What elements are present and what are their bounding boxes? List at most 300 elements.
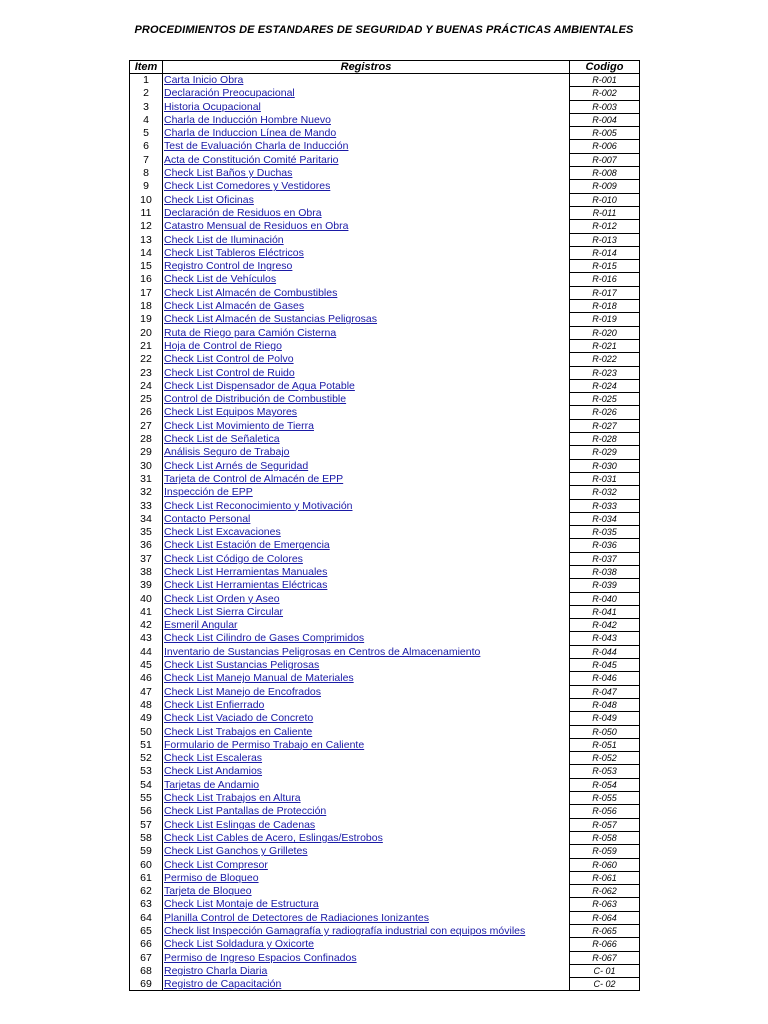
item-number: 15 bbox=[130, 260, 163, 273]
registro-cell bbox=[163, 472, 570, 485]
codigo-cell: R-050 bbox=[570, 725, 640, 738]
codigo-cell: R-063 bbox=[570, 898, 640, 911]
item-number: 1 bbox=[130, 74, 163, 87]
registro-link[interactable]: Contacto Personal bbox=[164, 512, 251, 525]
codigo-cell: R-021 bbox=[570, 339, 640, 352]
codigo-cell: R-046 bbox=[570, 672, 640, 685]
registro-cell bbox=[163, 672, 570, 685]
registro-cell bbox=[163, 552, 570, 565]
registro-cell bbox=[163, 898, 570, 911]
codigo-cell: R-057 bbox=[570, 818, 640, 831]
registro-link[interactable]: Check List Herramientas Manuales bbox=[164, 565, 328, 578]
registro-link[interactable]: Test de Evaluación Charla de Inducción bbox=[164, 140, 349, 153]
item-number: 30 bbox=[130, 459, 163, 472]
registro-link[interactable]: Permiso de Bloqueo bbox=[164, 871, 259, 884]
table-row bbox=[130, 246, 640, 259]
registro-link[interactable]: Check List Arnés de Seguridad bbox=[164, 459, 309, 472]
item-number: 39 bbox=[130, 579, 163, 592]
item-number: 11 bbox=[130, 206, 163, 219]
registro-link[interactable]: Check List Enfierrado bbox=[164, 698, 265, 711]
item-number: 46 bbox=[130, 672, 163, 685]
table-row bbox=[130, 353, 640, 366]
registro-link[interactable]: Check list Inspección Gamagrafía y radiografía industrial con equipos móviles bbox=[164, 925, 526, 937]
codigo-cell: R-060 bbox=[570, 858, 640, 871]
registro-link[interactable]: Check List Equipos Mayores bbox=[164, 406, 298, 419]
registro-cell bbox=[163, 978, 570, 991]
item-number: 48 bbox=[130, 698, 163, 711]
item-number: 5 bbox=[130, 127, 163, 140]
item-number: 21 bbox=[130, 339, 163, 352]
item-number: 54 bbox=[130, 778, 163, 791]
table-row bbox=[130, 260, 640, 273]
registro-cell bbox=[163, 233, 570, 246]
table-row bbox=[130, 459, 640, 472]
item-number: 58 bbox=[130, 831, 163, 844]
registro-link[interactable]: Check List Oficinas bbox=[164, 193, 254, 206]
registro-link[interactable]: Check List Compresor bbox=[164, 858, 268, 871]
codigo-cell: R-019 bbox=[570, 313, 640, 326]
registro-cell bbox=[163, 74, 570, 87]
registro-cell bbox=[163, 300, 570, 313]
registro-cell bbox=[163, 818, 570, 831]
registro-link[interactable]: Check List Herramientas Eléctricas bbox=[164, 579, 328, 592]
registro-cell bbox=[163, 180, 570, 193]
registro-cell bbox=[163, 565, 570, 578]
table-row bbox=[130, 539, 640, 552]
registro-link[interactable]: Tarjeta de Bloqueo bbox=[164, 885, 252, 898]
codigo-cell: R-027 bbox=[570, 419, 640, 432]
item-number: 63 bbox=[130, 898, 163, 911]
registro-link[interactable]: Check List Vaciado de Concreto bbox=[164, 712, 314, 725]
registro-cell bbox=[163, 366, 570, 379]
registro-cell bbox=[163, 738, 570, 751]
registro-link[interactable]: Formulario de Permiso Trabajo en Caliente bbox=[164, 738, 365, 751]
table-row bbox=[130, 74, 640, 87]
table-row bbox=[130, 778, 640, 791]
registro-link[interactable]: Check List Movimiento de Tierra bbox=[164, 419, 314, 432]
table-row bbox=[130, 605, 640, 618]
registro-cell bbox=[163, 659, 570, 672]
item-number: 44 bbox=[130, 645, 163, 658]
table-row bbox=[130, 472, 640, 485]
table-row bbox=[130, 406, 640, 419]
codigo-cell: R-016 bbox=[570, 273, 640, 286]
codigo-cell: R-064 bbox=[570, 911, 640, 924]
registro-link[interactable]: Check List Manejo de Encofrados bbox=[164, 685, 322, 698]
table-row bbox=[130, 805, 640, 818]
item-number: 68 bbox=[130, 964, 163, 977]
registro-link[interactable]: Charla de Inducción Hombre Nuevo bbox=[164, 113, 331, 126]
codigo-cell: C- 01 bbox=[570, 964, 640, 977]
item-number: 16 bbox=[130, 273, 163, 286]
item-number: 24 bbox=[130, 379, 163, 392]
table-row bbox=[130, 499, 640, 512]
registro-cell bbox=[163, 725, 570, 738]
table-row bbox=[130, 831, 640, 844]
table-row bbox=[130, 379, 640, 392]
item-number: 53 bbox=[130, 765, 163, 778]
header-registros: Registros bbox=[163, 61, 570, 74]
registro-cell bbox=[163, 512, 570, 525]
table-row bbox=[130, 273, 640, 286]
item-number: 17 bbox=[130, 286, 163, 299]
table-row bbox=[130, 619, 640, 632]
registro-link[interactable]: Análisis Seguro de Trabajo bbox=[164, 446, 290, 459]
codigo-cell: R-005 bbox=[570, 127, 640, 140]
item-number: 18 bbox=[130, 300, 163, 313]
table-row bbox=[130, 951, 640, 964]
item-number: 4 bbox=[130, 113, 163, 126]
codigo-cell: R-001 bbox=[570, 74, 640, 87]
table-row bbox=[130, 911, 640, 924]
registro-cell bbox=[163, 127, 570, 140]
registro-link[interactable]: Historia Ocupacional bbox=[164, 100, 261, 113]
header-item: Item bbox=[130, 61, 163, 74]
codigo-cell: R-028 bbox=[570, 433, 640, 446]
table-row bbox=[130, 153, 640, 166]
codigo-cell: R-009 bbox=[570, 180, 640, 193]
registro-cell bbox=[163, 778, 570, 791]
table-row bbox=[130, 100, 640, 113]
item-number: 25 bbox=[130, 393, 163, 406]
item-number: 14 bbox=[130, 246, 163, 259]
item-number: 60 bbox=[130, 858, 163, 871]
table-row bbox=[130, 885, 640, 898]
registro-cell bbox=[163, 433, 570, 446]
item-number: 13 bbox=[130, 233, 163, 246]
table-row bbox=[130, 206, 640, 219]
registro-cell bbox=[163, 871, 570, 884]
table-row bbox=[130, 167, 640, 180]
table-row bbox=[130, 698, 640, 711]
registro-link[interactable]: Check List de Señaletica bbox=[164, 433, 280, 446]
codigo-cell: R-058 bbox=[570, 831, 640, 844]
table-row bbox=[130, 339, 640, 352]
registro-link[interactable]: Tarjeta de Control de Almacén de EPP bbox=[164, 472, 344, 485]
item-number: 10 bbox=[130, 193, 163, 206]
table-row bbox=[130, 964, 640, 977]
item-number: 67 bbox=[130, 951, 163, 964]
table-row bbox=[130, 193, 640, 206]
table-row bbox=[130, 233, 640, 246]
codigo-cell: R-065 bbox=[570, 925, 640, 938]
item-number: 42 bbox=[130, 619, 163, 632]
item-number: 7 bbox=[130, 153, 163, 166]
registro-link[interactable]: Check List Baños y Duchas bbox=[164, 167, 293, 180]
registro-link[interactable]: Ruta de Riego para Camión Cisterna bbox=[164, 326, 337, 339]
codigo-cell: R-014 bbox=[570, 246, 640, 259]
registro-link[interactable]: Charla de Induccion Línea de Mando bbox=[164, 127, 337, 140]
item-number: 41 bbox=[130, 605, 163, 618]
registro-link[interactable]: Check List Andamios bbox=[164, 765, 263, 778]
table-row bbox=[130, 87, 640, 100]
registro-cell bbox=[163, 273, 570, 286]
registro-cell bbox=[163, 831, 570, 844]
registro-cell bbox=[163, 698, 570, 711]
registro-link[interactable]: Check List Cables de Acero, Eslingas/Estrobos bbox=[164, 831, 383, 844]
codigo-cell: R-015 bbox=[570, 260, 640, 273]
registro-link[interactable]: Check List Tableros Eléctricos bbox=[164, 246, 304, 259]
registro-cell bbox=[163, 260, 570, 273]
registro-link[interactable]: Check List Código de Colores bbox=[164, 552, 303, 565]
registro-link[interactable]: Permiso de Ingreso Espacios Confinados bbox=[164, 951, 357, 964]
registro-link[interactable]: Check List Ganchos y Grilletes bbox=[164, 845, 308, 858]
registro-cell bbox=[163, 579, 570, 592]
item-number: 35 bbox=[130, 526, 163, 539]
codigo-cell: R-024 bbox=[570, 379, 640, 392]
registro-cell bbox=[163, 286, 570, 299]
item-number: 49 bbox=[130, 712, 163, 725]
registro-cell bbox=[163, 592, 570, 605]
registro-cell bbox=[163, 140, 570, 153]
registro-link[interactable]: Check List Escaleras bbox=[164, 752, 263, 765]
registro-cell bbox=[163, 712, 570, 725]
table-row bbox=[130, 765, 640, 778]
codigo-cell: R-012 bbox=[570, 220, 640, 233]
codigo-cell: R-006 bbox=[570, 140, 640, 153]
registro-link[interactable]: Check List Reconocimiento y Motivación bbox=[164, 499, 353, 512]
registro-link[interactable]: Inspección de EPP bbox=[164, 486, 253, 499]
item-number: 38 bbox=[130, 565, 163, 578]
codigo-cell: R-062 bbox=[570, 885, 640, 898]
table-row bbox=[130, 220, 640, 233]
table-row bbox=[130, 845, 640, 858]
registro-link[interactable]: Check List Trabajos en Altura bbox=[164, 792, 301, 805]
registro-link[interactable]: Catastro Mensual de Residuos en Obra bbox=[164, 220, 349, 233]
registro-link[interactable]: Check List Sustancias Peligrosas bbox=[164, 659, 320, 672]
item-number: 31 bbox=[130, 472, 163, 485]
registro-cell bbox=[163, 645, 570, 658]
table-row bbox=[130, 592, 640, 605]
registro-link[interactable]: Declaración de Residuos en Obra bbox=[164, 206, 322, 219]
table-header-row bbox=[130, 61, 640, 74]
codigo-cell: R-008 bbox=[570, 167, 640, 180]
codigo-cell: R-067 bbox=[570, 951, 640, 964]
registros-table bbox=[129, 60, 640, 991]
table-row bbox=[130, 313, 640, 326]
registro-cell bbox=[163, 220, 570, 233]
item-number: 9 bbox=[130, 180, 163, 193]
item-number: 47 bbox=[130, 685, 163, 698]
table-row bbox=[130, 180, 640, 193]
item-number: 50 bbox=[130, 725, 163, 738]
codigo-cell: R-066 bbox=[570, 938, 640, 951]
registro-link[interactable]: Acta de Constitución Comité Paritario bbox=[164, 153, 339, 166]
codigo-cell: R-035 bbox=[570, 526, 640, 539]
registro-link[interactable]: Check List Estación de Emergencia bbox=[164, 539, 330, 552]
table-row bbox=[130, 565, 640, 578]
table-row bbox=[130, 552, 640, 565]
table-row bbox=[130, 938, 640, 951]
registro-cell bbox=[163, 911, 570, 924]
registro-link[interactable]: Declaración Preocupacional bbox=[164, 87, 295, 100]
table-row bbox=[130, 446, 640, 459]
table-row bbox=[130, 286, 640, 299]
registro-cell bbox=[163, 805, 570, 818]
registro-cell bbox=[163, 605, 570, 618]
registro-link[interactable]: Check List Almacén de Sustancias Peligrosas bbox=[164, 313, 378, 326]
codigo-cell: R-059 bbox=[570, 845, 640, 858]
registro-cell bbox=[163, 87, 570, 100]
registro-cell bbox=[163, 446, 570, 459]
registro-cell bbox=[163, 951, 570, 964]
codigo-cell: R-034 bbox=[570, 512, 640, 525]
item-number: 66 bbox=[130, 938, 163, 951]
registro-cell bbox=[163, 406, 570, 419]
codigo-cell: R-029 bbox=[570, 446, 640, 459]
codigo-cell: R-036 bbox=[570, 539, 640, 552]
registro-link[interactable]: Check List de Iluminación bbox=[164, 233, 284, 246]
registro-cell bbox=[163, 885, 570, 898]
codigo-cell: R-056 bbox=[570, 805, 640, 818]
registro-link[interactable]: Control de Distribución de Combustible bbox=[164, 393, 347, 406]
registro-cell bbox=[163, 339, 570, 352]
registro-link[interactable]: Check List Dispensador de Agua Potable bbox=[164, 379, 355, 392]
table-row bbox=[130, 685, 640, 698]
item-number: 43 bbox=[130, 632, 163, 645]
registro-link[interactable]: Registro de Capacitación bbox=[164, 977, 282, 990]
table-row bbox=[130, 393, 640, 406]
codigo-cell: R-044 bbox=[570, 645, 640, 658]
item-number: 29 bbox=[130, 446, 163, 459]
item-number: 20 bbox=[130, 326, 163, 339]
table-row bbox=[130, 818, 640, 831]
registro-link[interactable]: Check List Soldadura y Oxicorte bbox=[164, 938, 314, 951]
item-number: 36 bbox=[130, 539, 163, 552]
table-row bbox=[130, 140, 640, 153]
registro-link[interactable]: Registro Control de Ingreso bbox=[164, 260, 293, 273]
registro-link[interactable]: Check List Almacén de Gases bbox=[164, 300, 305, 313]
registro-link[interactable]: Hoja de Control de Riego bbox=[164, 339, 282, 352]
item-number: 57 bbox=[130, 818, 163, 831]
table-row bbox=[130, 433, 640, 446]
item-number: 69 bbox=[130, 978, 163, 991]
registro-link[interactable]: Check List Almacén de Combustibles bbox=[164, 286, 338, 299]
table-row bbox=[130, 419, 640, 432]
item-number: 37 bbox=[130, 552, 163, 565]
registro-link[interactable]: Check List Excavaciones bbox=[164, 526, 281, 539]
codigo-cell: C- 02 bbox=[570, 978, 640, 991]
registro-cell bbox=[163, 100, 570, 113]
registro-cell bbox=[163, 964, 570, 977]
codigo-cell: R-026 bbox=[570, 406, 640, 419]
registro-link[interactable]: Check List Trabajos en Caliente bbox=[164, 725, 313, 738]
table-row bbox=[130, 579, 640, 592]
table-row bbox=[130, 858, 640, 871]
codigo-cell: R-037 bbox=[570, 552, 640, 565]
registro-link[interactable]: Esmeril Angular bbox=[164, 619, 238, 632]
registro-link[interactable]: Check List Comedores y Vestidores bbox=[164, 180, 331, 193]
codigo-cell: R-011 bbox=[570, 206, 640, 219]
codigo-cell: R-039 bbox=[570, 579, 640, 592]
registro-cell bbox=[163, 193, 570, 206]
codigo-cell: R-048 bbox=[570, 698, 640, 711]
codigo-cell: R-041 bbox=[570, 605, 640, 618]
registro-link[interactable]: Check List Control de Polvo bbox=[164, 353, 294, 366]
registro-cell bbox=[163, 765, 570, 778]
item-number: 6 bbox=[130, 140, 163, 153]
codigo-cell: R-017 bbox=[570, 286, 640, 299]
registro-link[interactable]: Check List Control de Ruido bbox=[164, 366, 295, 379]
codigo-cell: R-031 bbox=[570, 472, 640, 485]
registro-cell bbox=[163, 925, 570, 938]
codigo-cell: R-010 bbox=[570, 193, 640, 206]
registro-cell bbox=[163, 858, 570, 871]
table-body bbox=[130, 74, 640, 991]
codigo-cell: R-032 bbox=[570, 486, 640, 499]
registro-link[interactable]: Check List Pantallas de Protección bbox=[164, 805, 327, 818]
registro-cell bbox=[163, 845, 570, 858]
codigo-cell: R-020 bbox=[570, 326, 640, 339]
registro-link[interactable]: Check List Cilindro de Gases Comprimidos bbox=[164, 632, 365, 645]
table-row bbox=[130, 486, 640, 499]
registro-cell bbox=[163, 353, 570, 366]
codigo-cell: R-018 bbox=[570, 300, 640, 313]
codigo-cell: R-053 bbox=[570, 765, 640, 778]
registro-link[interactable]: Carta Inicio Obra bbox=[164, 74, 244, 87]
codigo-cell: R-023 bbox=[570, 366, 640, 379]
codigo-cell: R-047 bbox=[570, 685, 640, 698]
registro-link[interactable]: Check List Manejo Manual de Materiales bbox=[164, 672, 354, 685]
codigo-cell: R-033 bbox=[570, 499, 640, 512]
codigo-cell: R-042 bbox=[570, 619, 640, 632]
registro-cell bbox=[163, 938, 570, 951]
registro-cell bbox=[163, 486, 570, 499]
codigo-cell: R-025 bbox=[570, 393, 640, 406]
page-title: PROCEDIMIENTOS DE ESTANDARES DE SEGURIDAD Y BUENAS PRÁCTICAS AMBIENTALES bbox=[134, 24, 634, 36]
registro-link[interactable]: Planilla Control de Detectores de Radiaciones Ionizantes bbox=[164, 911, 429, 924]
registro-link[interactable]: Tarjetas de Andamio bbox=[164, 778, 260, 791]
codigo-cell: R-022 bbox=[570, 353, 640, 366]
item-number: 32 bbox=[130, 486, 163, 499]
item-number: 61 bbox=[130, 871, 163, 884]
registro-cell bbox=[163, 539, 570, 552]
table-row bbox=[130, 725, 640, 738]
registro-cell bbox=[163, 113, 570, 126]
codigo-cell: R-038 bbox=[570, 565, 640, 578]
table-row bbox=[130, 526, 640, 539]
table-row bbox=[130, 672, 640, 685]
table-row bbox=[130, 712, 640, 725]
registro-cell bbox=[163, 526, 570, 539]
registro-cell bbox=[163, 167, 570, 180]
registro-cell bbox=[163, 752, 570, 765]
registro-link[interactable]: Check List de Vehículos bbox=[164, 273, 277, 286]
item-number: 27 bbox=[130, 419, 163, 432]
registro-link[interactable]: Check List Eslingas de Cadenas bbox=[164, 818, 316, 831]
registro-link[interactable]: Registro Charla Diaria bbox=[164, 964, 268, 977]
registro-cell bbox=[163, 685, 570, 698]
item-number: 28 bbox=[130, 433, 163, 446]
codigo-cell: R-055 bbox=[570, 792, 640, 805]
item-number: 52 bbox=[130, 752, 163, 765]
item-number: 56 bbox=[130, 805, 163, 818]
registro-link[interactable]: Inventario de Sustancias Peligrosas en Centros de Almacenamiento bbox=[164, 645, 481, 658]
table-row bbox=[130, 366, 640, 379]
registro-cell bbox=[163, 379, 570, 392]
registro-link[interactable]: Check List Orden y Aseo bbox=[164, 592, 280, 605]
item-number: 51 bbox=[130, 738, 163, 751]
table-row bbox=[130, 978, 640, 991]
item-number: 64 bbox=[130, 911, 163, 924]
registro-link[interactable]: Check List Sierra Circular bbox=[164, 605, 284, 618]
codigo-cell: R-003 bbox=[570, 100, 640, 113]
table-row bbox=[130, 127, 640, 140]
table-row bbox=[130, 326, 640, 339]
table-row bbox=[130, 645, 640, 658]
codigo-cell: R-052 bbox=[570, 752, 640, 765]
registro-link[interactable]: Check List Montaje de Estructura bbox=[164, 898, 319, 911]
